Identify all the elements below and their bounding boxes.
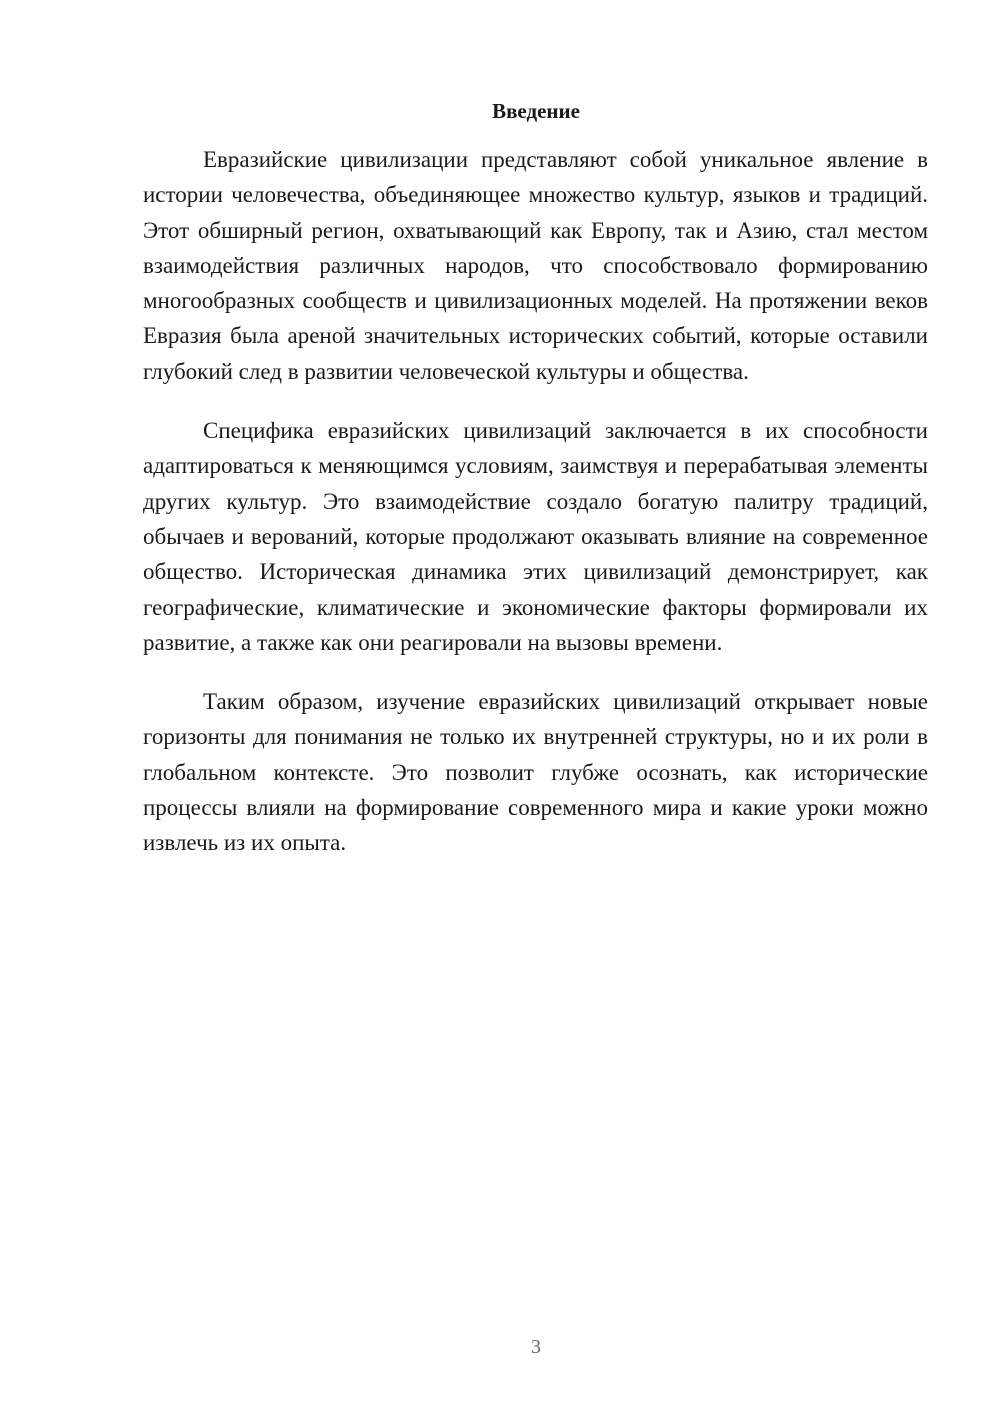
section-title: Введение [492,99,580,123]
paragraph-3: Таким образом, изучение евразийских цивилизаций открывает новые горизонты для понимания не только их внутренней структуры, но и их роли в глобальном контексте. Это позволит глубже осознать, как исторические процессы влияли на формирование современного мира и какие уроки можно извлечь из их опыта. [143,689,928,856]
paragraph-2: Специфика евразийских цивилизаций заключается в их способности адаптироваться к меняющимся условиям, заимствуя и перерабатывая элементы других культур. Это взаимодействие создало богатую палитру традиций, обычаев и верований, которые продолжают оказывать влияние на современное общество. Историческая динамика этих цивилизаций демонстрирует, как географические, климатические и экономические факторы формировали их развитие, а также как они реагировали на вызовы времени. [143,418,928,655]
paragraph-1: Евразийские цивилизации представляют собой уникальное явление в истории человечества, объединяющее множество культур, языков и традиций. Этот обширный регион, охватывающий как Европу, так и Азию, стал местом взаимодействия различных народов, что способствовало формированию многообразных сообществ и цивилизационных моделей. На протяжении веков Евразия была ареной значительных исторических событий, которые оставили глубокий след в развитии человеческой культуры и общества. [143,147,928,384]
body-text [143,142,928,885]
page-number: 3 [531,1336,541,1358]
